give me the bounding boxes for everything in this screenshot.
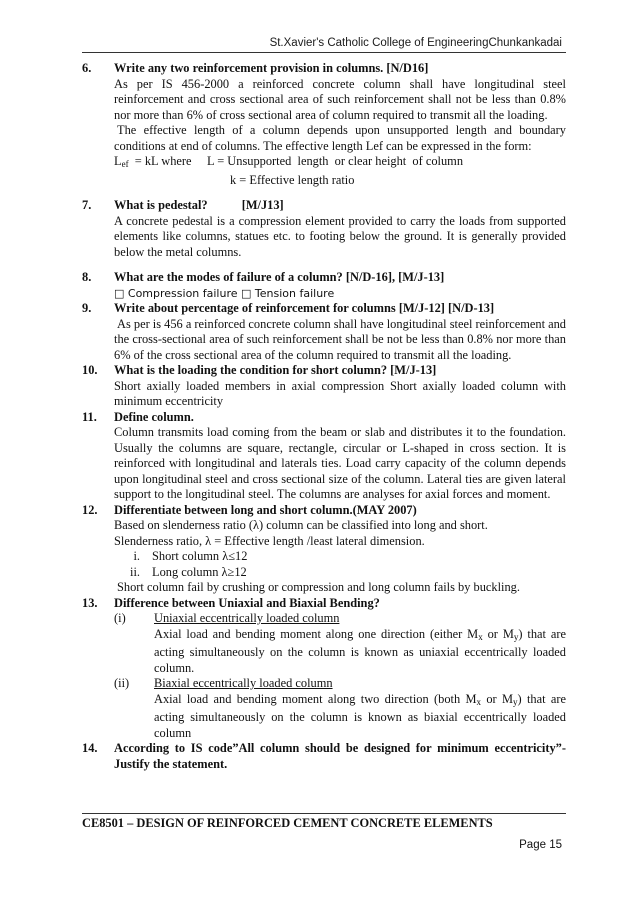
answer-paragraph xyxy=(154,627,566,677)
text-segment: or M xyxy=(481,691,514,706)
failure-modes xyxy=(114,286,566,302)
list-number: (i) xyxy=(114,611,126,625)
question-title: Define column. xyxy=(114,409,194,424)
subscript: y xyxy=(513,631,519,642)
answer-paragraph: As per is 456 a reinforced concrete column shall have longitudinal steel reinforcement and the cross-sectional area of such reinforcement shall be not be less than 0.8% nor more than 6% of the cross sectional area of the column required to transmit all the loading. xyxy=(114,316,566,362)
failure-modes-text: □ Compression failure □ Tension failure xyxy=(114,286,335,300)
list-number: i. xyxy=(133,549,140,563)
answer-paragraph: Based on slenderness ratio (λ) column can be classified into long and short. xyxy=(114,518,488,532)
question-13 xyxy=(82,596,566,612)
answer-paragraph: The effective length of a column depends upon unsupported length and boundary conditions at end of columns. The effective length Lef can be expressed in the form: xyxy=(114,123,566,153)
question-title: Difference between Uniaxial and Biaxial Bending? xyxy=(114,595,380,610)
question-title: According to IS code”All column should be designed for minimum eccentricity”- Justify the statement. xyxy=(114,741,566,771)
list-item xyxy=(126,549,566,565)
document-body xyxy=(82,61,566,772)
question-8 xyxy=(82,270,566,286)
answer-paragraph: Slenderness ratio, λ = Effective length /least lateral dimension. xyxy=(114,533,425,548)
page-number: Page 15 xyxy=(519,839,562,851)
question-number: 6. xyxy=(82,61,92,75)
page-header: St.Xavier's Catholic College of EngineeringChunkankadai xyxy=(269,37,562,49)
question-number: 7. xyxy=(82,198,92,212)
subheading: Biaxial eccentrically loaded column xyxy=(154,676,333,690)
list-item xyxy=(114,676,566,692)
text-segment: Axial load and bending moment along one direction (either M xyxy=(154,626,479,641)
question-10 xyxy=(82,363,566,379)
answer-paragraph: A concrete pedestal is a compression element provided to carry the loads from supported elements like columns, statues etc. to footing below the ground. It is generally provided below the metal columns. xyxy=(114,213,566,259)
answer-paragraph: Short column fail by crushing or compression and long column fails by buckling. xyxy=(117,580,520,594)
text-segment: ) that are acting simultaneously on the column is known as biaxial eccentrically loaded column xyxy=(154,691,566,740)
question-title: What are the modes of failure of a column? [N/D-16], [M/J-13] xyxy=(114,270,445,284)
question-7 xyxy=(82,198,566,214)
question-title: Write any two reinforcement provision in columns. [N/D16] xyxy=(114,61,429,75)
question-title: Differentiate between long and short column.(MAY 2007) xyxy=(114,502,417,517)
list-text: Long column λ≥12 xyxy=(152,564,247,579)
question-title: Write about percentage of reinforcement for columns [M/J-12] [N/D-13] xyxy=(114,301,495,315)
formula-line xyxy=(114,154,566,173)
header-divider xyxy=(82,52,566,53)
list-number: ii. xyxy=(130,564,140,579)
footer-divider xyxy=(82,813,566,814)
list-text: Short column λ≤12 xyxy=(152,549,248,563)
answer-paragraph: Column transmits load coming from the beam or slab and distributes it to the foundation. Usually the columns are square, rectangle, circular or L-shaped in cross section. It is reinforced with longitudinal and laterals ties. Load carry capacity of the column depends upon longitudinal steel and cross sectional size of the column. Lateral ties are given lateral support to the longitudinal steel. The columns are analyses for axial forces and moment. xyxy=(114,425,566,501)
question-9 xyxy=(82,301,566,317)
formula-symbol: L xyxy=(114,154,122,168)
text-segment: or M xyxy=(482,626,514,641)
answer-paragraph: As per IS 456-2000 a reinforced concrete column shall have longitudinal steel reinforcement and cross sectional area of such reinforcement shall not be less than 0.8% nor more than 6% of cross sectional area of column required to transmit all the loading. xyxy=(114,76,566,122)
question-number: 9. xyxy=(82,301,92,315)
question-number: 10. xyxy=(82,363,98,377)
formula-line: k = Effective length ratio xyxy=(230,172,355,187)
list-item xyxy=(126,565,566,581)
formula-subscript: ef xyxy=(121,159,129,169)
question-6 xyxy=(82,61,566,77)
text-segment: ) that are acting simultaneously on the column is known as uniaxial eccentrically loaded column. xyxy=(154,626,566,675)
question-title: What is pedestal? [M/J13] xyxy=(114,198,284,212)
question-12 xyxy=(82,503,566,519)
question-14 xyxy=(82,741,566,772)
subheading: Uniaxial eccentrically loaded column xyxy=(154,611,340,625)
subscript: x xyxy=(478,631,483,642)
question-title: What is the loading the condition for short column? [M/J-13] xyxy=(114,363,437,377)
question-number: 12. xyxy=(82,502,98,517)
question-number: 14. xyxy=(82,741,98,755)
question-number: 11. xyxy=(82,409,97,424)
answer-paragraph xyxy=(154,692,566,742)
question-number: 13. xyxy=(82,595,98,610)
question-11 xyxy=(82,410,566,426)
list-item xyxy=(114,611,566,627)
subscript: x xyxy=(476,696,482,707)
subscript: y xyxy=(513,696,518,707)
list-number: (ii) xyxy=(114,676,130,690)
question-number: 8. xyxy=(82,270,92,284)
answer-paragraph: Short axially loaded members in axial compression Short axially loaded column with minimum eccentricity xyxy=(114,378,566,408)
formula-text: = kL where L = Unsupported length or clear height of column xyxy=(128,154,464,168)
footer-course-title: CE8501 – DESIGN OF REINFORCED CEMENT CONCRETE ELEMENTS xyxy=(82,816,493,830)
text-segment: Axial load and bending moment along two direction (both M xyxy=(154,691,477,706)
